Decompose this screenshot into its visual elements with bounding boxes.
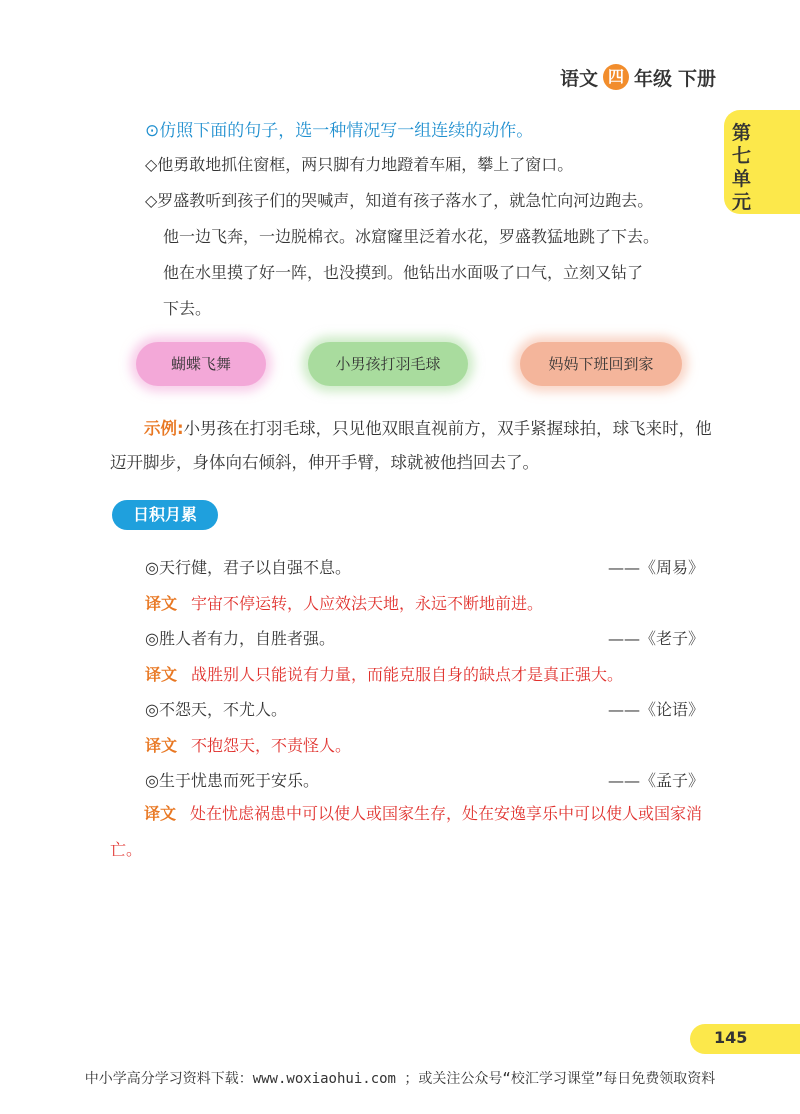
quote-4-translation: [110, 796, 722, 868]
translation-label: 译文: [145, 736, 178, 755]
translation-label: 译文: [145, 665, 178, 684]
choice-mom-home: 妈妈下班回到家: [520, 342, 682, 386]
translation-label: 译文: [145, 594, 178, 613]
section-title-tag: 日积月累: [112, 500, 218, 530]
quote-2-source: ——《老子》: [608, 629, 705, 648]
translation-text: 宇宙不停运转，人应效法天地，永远不断地前进。: [191, 594, 544, 613]
page-header: [560, 62, 716, 92]
quote-3: ◎不怨天，不尤人。: [145, 700, 287, 719]
grade-suffix: 年级: [634, 67, 673, 90]
example-sentence-2-cont: 他一边飞奔，一边脱棉衣。冰窟窿里泛着水花，罗盛教猛地跳了下去。: [163, 227, 660, 246]
translation-label: 译文: [144, 804, 177, 823]
translation-text: 处在忧虑祸患中可以使人或国家生存，处在安逸享乐中可以使人或国家消亡。: [110, 804, 703, 859]
exercise-instruction: ⊙仿照下面的句子，选一种情况写一组连续的动作。: [145, 121, 534, 141]
quote-1: ◎天行健，君子以自强不息。: [145, 558, 351, 577]
quote-3-translation: [145, 733, 351, 756]
sample-label: 示例:: [144, 419, 184, 438]
quote-4-source: ——《孟子》: [608, 771, 705, 790]
quote-1-source: ——《周易》: [608, 558, 705, 577]
subject-label: 语文: [560, 67, 599, 90]
translation-text: 不抱怨天，不责怪人。: [191, 736, 352, 755]
page-number: 145: [714, 1028, 748, 1047]
sample-answer: [110, 412, 725, 480]
example-sentence-2-cont: 他在水里摸了好一阵，也没摸到。他钻出水面吸了口气，立刻又钻了: [163, 263, 644, 282]
volume-label: 下册: [678, 67, 717, 90]
quote-2: ◎胜人者有力，自胜者强。: [145, 629, 335, 648]
example-sentence-1: ◇他勇敢地抓住窗框，两只脚有力地蹬着车厢，攀上了窗口。: [145, 155, 574, 174]
quote-2-translation: [145, 662, 623, 685]
unit-tab-label: 第七单元: [732, 122, 752, 213]
translation-text: 战胜别人只能说有力量，而能克服自身的缺点才是真正强大。: [191, 665, 624, 684]
quote-3-source: ——《论语》: [608, 700, 705, 719]
sample-text: 小男孩在打羽毛球，只见他双眼直视前方，双手紧握球拍，球飞来时，他迈开脚步，身体向右倾斜，伸开手臂，球就被他挡回去了。: [110, 419, 712, 472]
footer-note: 中小学高分学习资料下载：www.woxiaohui.com ；或关注公众号“校汇学习课堂”每日免费领取资料: [84, 1071, 716, 1087]
quote-1-translation: [145, 591, 543, 614]
quote-4: ◎生于忧患而死于安乐。: [145, 771, 319, 790]
example-sentence-2-end: 下去。: [163, 299, 212, 318]
choice-butterfly: 蝴蝶飞舞: [136, 342, 266, 386]
example-sentence-2: ◇罗盛教听到孩子们的哭喊声，知道有孩子落水了，就急忙向河边跑去。: [145, 191, 654, 210]
choice-badminton: 小男孩打羽毛球: [308, 342, 468, 386]
grade-badge: 四: [603, 64, 629, 90]
